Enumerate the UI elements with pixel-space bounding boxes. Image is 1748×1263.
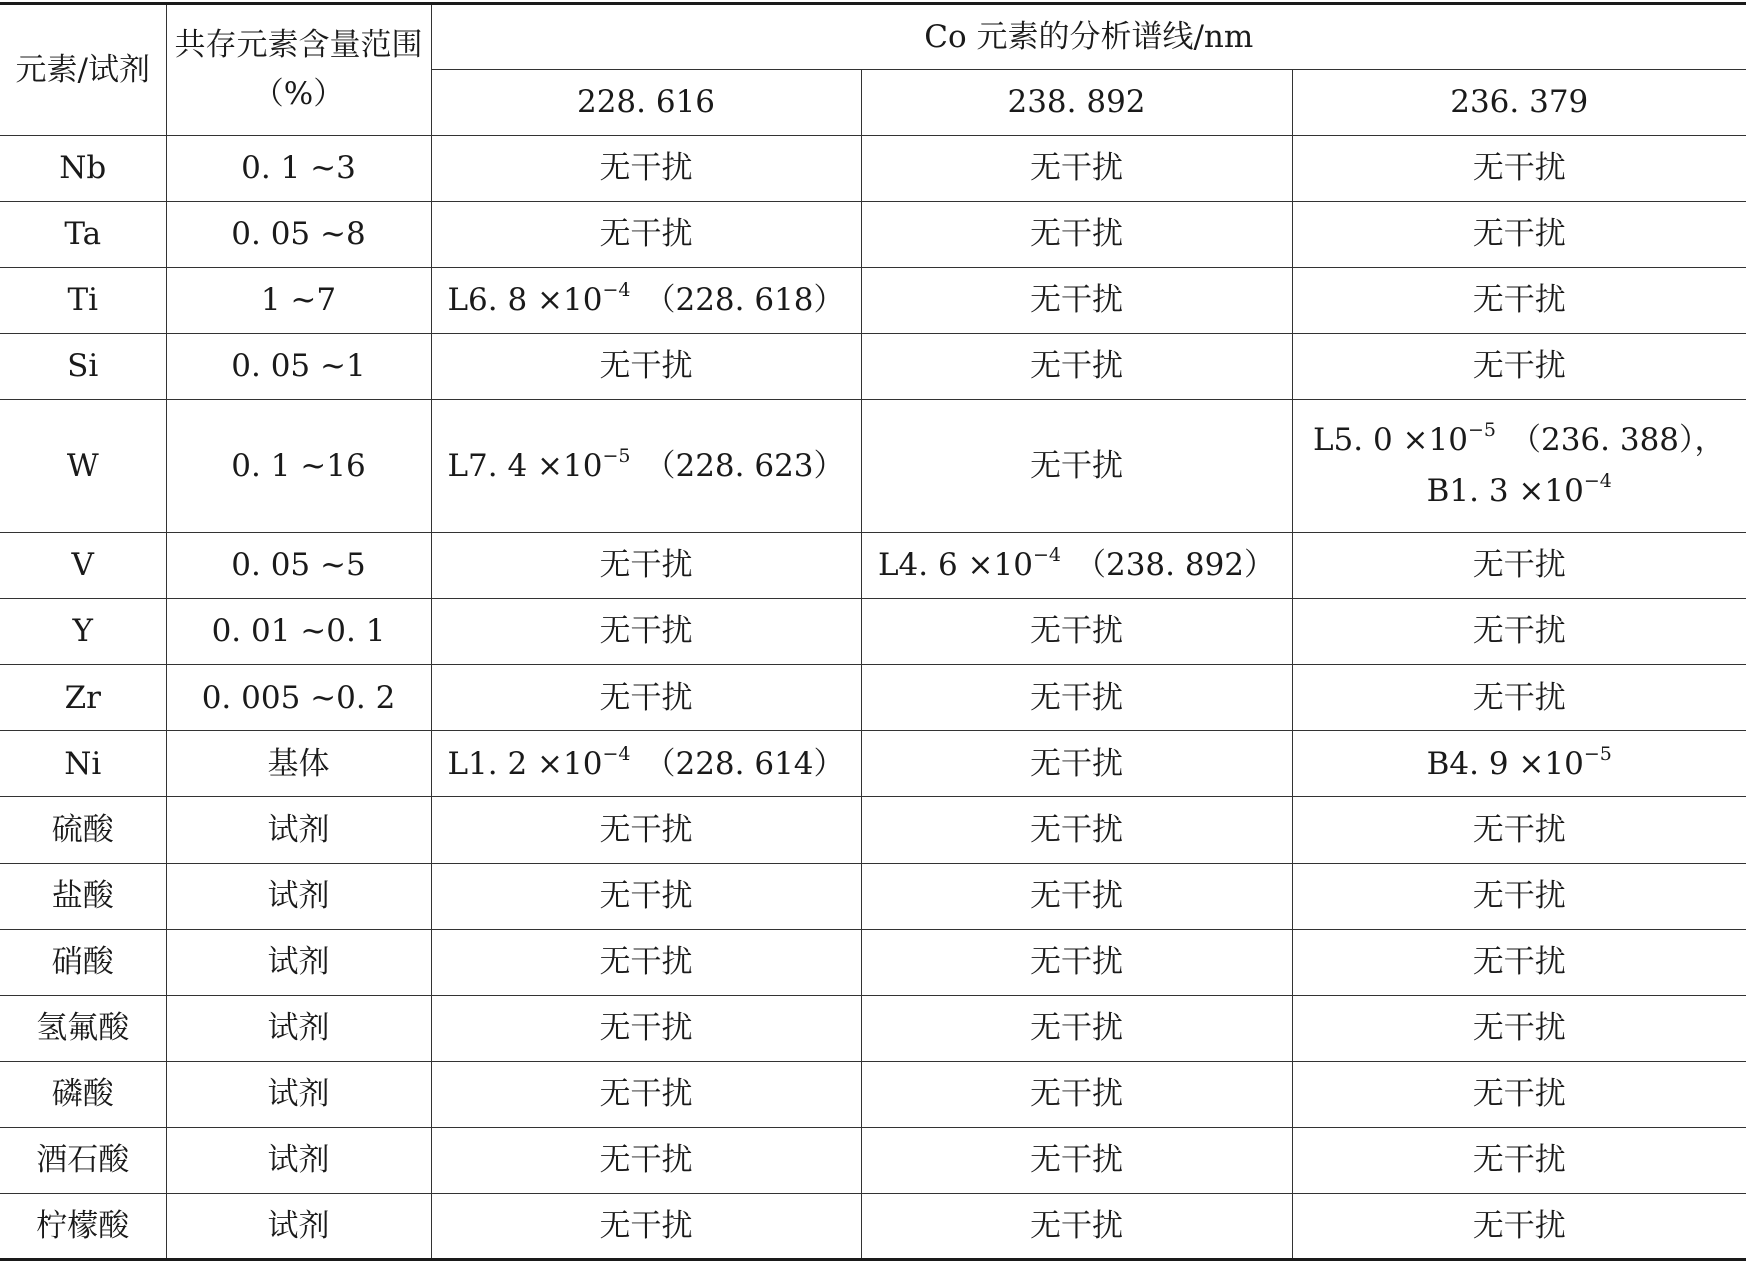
cell-element: Y: [0, 599, 166, 665]
cell-content-range: 基体: [166, 731, 431, 797]
cell-interference: [861, 797, 1292, 863]
cell-wavelength: （238. 892）: [1074, 547, 1276, 584]
table-body: [0, 136, 1746, 1260]
cell-interference-line: [436, 1009, 857, 1048]
table-row: [0, 400, 1746, 533]
cell-value: 无干扰: [1030, 447, 1123, 484]
cell-content-range: 0. 05 ~1: [166, 334, 431, 400]
cell-interference-line: [866, 679, 1288, 718]
cell-interference: [861, 599, 1292, 665]
cell-value: 无干扰: [599, 1075, 693, 1112]
cell-interference-line: [866, 215, 1288, 254]
cell-interference: [861, 533, 1292, 599]
cell-interference-line: [1297, 1141, 1743, 1180]
cell-content-range: 0. 05 ~8: [166, 202, 431, 268]
cell-value: 无干扰: [1030, 348, 1123, 385]
cell-interference: [1292, 268, 1746, 334]
cell-value: 无干扰: [1030, 216, 1123, 253]
table-row: [0, 334, 1746, 400]
table-row: [0, 1127, 1746, 1193]
cell-interference-line: [866, 1009, 1288, 1048]
cell-interference-line: [436, 742, 857, 784]
header-wavelength: 238. 892: [861, 70, 1292, 136]
cell-interference-line: [1297, 347, 1743, 386]
table-row: [0, 136, 1746, 202]
cell-interference: [1292, 202, 1746, 268]
cell-interference: [1292, 995, 1746, 1061]
cell-value: 无干扰: [1472, 216, 1566, 253]
cell-interference-line: [1297, 742, 1743, 784]
cell-content-range: 1 ~7: [166, 268, 431, 334]
cell-content-range: 试剂: [166, 1061, 431, 1127]
cell-element: 硫酸: [0, 797, 166, 863]
cell-interference-line: [866, 1141, 1288, 1180]
cell-value: 无干扰: [1472, 811, 1566, 848]
cell-interference: [1292, 400, 1746, 533]
cell-interference: [431, 1193, 861, 1259]
cell-interference-line: [866, 447, 1288, 486]
header-content-range: [166, 4, 431, 136]
cell-interference: [861, 863, 1292, 929]
cell-interference-line: [436, 149, 857, 188]
exponent: −4: [602, 279, 631, 302]
cell-interference: [1292, 533, 1746, 599]
cell-interference: [431, 599, 861, 665]
cell-element: Ti: [0, 268, 166, 334]
cell-interference: [431, 268, 861, 334]
header-content-range-line2: （%）: [252, 76, 345, 112]
table-row: [0, 1061, 1746, 1127]
exponent: −5: [1467, 419, 1496, 442]
cell-interference-line: [436, 444, 857, 486]
cell-interference-line: [1297, 149, 1743, 188]
cell-element: Ta: [0, 202, 166, 268]
cell-interference: [1292, 599, 1746, 665]
cell-interference: [861, 334, 1292, 400]
cell-value: 无干扰: [599, 547, 693, 584]
cell-value: 无干扰: [599, 613, 693, 650]
cell-wavelength: （228. 614）: [644, 745, 845, 782]
cell-interference: [861, 1061, 1292, 1127]
cell-value: 无干扰: [1030, 613, 1123, 650]
cell-interference: [431, 1061, 861, 1127]
cell-interference-line: [1297, 215, 1743, 254]
header-wavelength: 228. 616: [431, 70, 861, 136]
cell-wavelength: （228. 623）: [644, 447, 845, 484]
cell-wavelength: （236. 388），: [1509, 422, 1726, 459]
cell-interference: [431, 1127, 861, 1193]
cell-value: 无干扰: [599, 811, 693, 848]
cell-value: 无干扰: [1472, 1141, 1566, 1178]
table-row: [0, 863, 1746, 929]
cell-element: 磷酸: [0, 1061, 166, 1127]
cell-interference: [431, 334, 861, 400]
cell-value: 无干扰: [1030, 745, 1123, 782]
cell-value: 无干扰: [1030, 811, 1123, 848]
cell-content-range: 0. 1 ~16: [166, 400, 431, 533]
table-row: [0, 1193, 1746, 1259]
cell-interference-line: [866, 612, 1288, 651]
table-row: [0, 202, 1746, 268]
cell-interference-line: [436, 1207, 857, 1246]
table-row: [0, 599, 1746, 665]
cell-value: 无干扰: [1030, 1141, 1123, 1178]
cell-value: 无干扰: [1030, 1207, 1123, 1244]
cell-interference: [1292, 863, 1746, 929]
cell-interference: [431, 136, 861, 202]
cell-element: 氢氟酸: [0, 995, 166, 1061]
cell-value: 无干扰: [599, 216, 693, 253]
cell-wavelength: （228. 618）: [644, 282, 845, 319]
cell-interference: [861, 929, 1292, 995]
cell-content-range: 试剂: [166, 929, 431, 995]
cell-interference: [431, 533, 861, 599]
table-row: [0, 268, 1746, 334]
cell-value: 无干扰: [1030, 943, 1123, 980]
interference-table: [0, 2, 1746, 1261]
cell-content-range: 试剂: [166, 1127, 431, 1193]
exponent: −5: [602, 444, 631, 467]
cell-interference-line: [1297, 421, 1743, 460]
cell-interference: [1292, 797, 1746, 863]
cell-element: 酒石酸: [0, 1127, 166, 1193]
cell-interference-line: [866, 943, 1288, 982]
table-row: [0, 731, 1746, 797]
cell-interference-line: [1297, 943, 1743, 982]
cell-interference-line: [1297, 1207, 1743, 1246]
cell-value: 无干扰: [599, 877, 693, 914]
cell-interference: [431, 665, 861, 731]
cell-value: 无干扰: [1472, 150, 1566, 187]
cell-interference-line: [866, 877, 1288, 916]
cell-interference-line: [1297, 1075, 1743, 1114]
cell-interference-line: [436, 1141, 857, 1180]
cell-interference-line: [1297, 811, 1743, 850]
cell-interference: [861, 1127, 1292, 1193]
cell-value: L5. 0 ×10: [1312, 422, 1468, 459]
cell-content-range: 0. 005 ~0. 2: [166, 665, 431, 731]
cell-element: Ni: [0, 731, 166, 797]
cell-value: 无干扰: [599, 943, 693, 980]
cell-content-range: 0. 05 ~5: [166, 533, 431, 599]
cell-value: L7. 4 ×10: [447, 447, 603, 484]
cell-value: L4. 6 ×10: [877, 547, 1033, 584]
cell-interference-line: [866, 546, 1288, 585]
cell-value: 无干扰: [1472, 282, 1566, 319]
cell-interference: [431, 202, 861, 268]
cell-interference: [431, 995, 861, 1061]
exponent: −4: [1032, 544, 1061, 567]
cell-value: L1. 2 ×10: [447, 745, 603, 782]
cell-element: Zr: [0, 665, 166, 731]
cell-value: 无干扰: [1030, 150, 1123, 187]
cell-value: L6. 8 ×10: [447, 282, 603, 319]
exponent: −4: [1583, 470, 1612, 493]
cell-value: 无干扰: [1030, 1075, 1123, 1112]
cell-interference-line: [436, 612, 857, 651]
cell-content-range: 试剂: [166, 995, 431, 1061]
cell-interference-line: [1297, 546, 1743, 585]
cell-interference: [861, 731, 1292, 797]
cell-interference: [1292, 665, 1746, 731]
cell-interference-line: [1297, 877, 1743, 916]
cell-value: 无干扰: [1030, 679, 1123, 716]
cell-interference: [431, 929, 861, 995]
cell-interference-line: [436, 1075, 857, 1114]
cell-interference-line: [1297, 679, 1743, 718]
cell-interference-line: [866, 745, 1288, 784]
cell-value: B1. 3 ×10: [1426, 473, 1584, 510]
cell-value: 无干扰: [1472, 877, 1566, 914]
cell-element: V: [0, 533, 166, 599]
cell-element: 柠檬酸: [0, 1193, 166, 1259]
cell-value: 无干扰: [599, 1009, 693, 1046]
header-element-reagent: 元素/试剂: [0, 4, 166, 136]
cell-element: Si: [0, 334, 166, 400]
cell-value: 无干扰: [1472, 547, 1566, 584]
cell-interference-line: [436, 877, 857, 916]
cell-interference-line: [866, 1207, 1288, 1246]
cell-interference: [861, 665, 1292, 731]
cell-interference-line: [866, 347, 1288, 386]
cell-value: 无干扰: [599, 1141, 693, 1178]
cell-interference-line: [866, 149, 1288, 188]
cell-interference-line: [436, 811, 857, 850]
cell-interference: [1292, 1193, 1746, 1259]
cell-value: 无干扰: [1472, 943, 1566, 980]
cell-interference-line: [1297, 1009, 1743, 1048]
cell-value: 无干扰: [1472, 1075, 1566, 1112]
cell-value: 无干扰: [1030, 1009, 1123, 1046]
table-row: [0, 533, 1746, 599]
cell-interference-line: [436, 679, 857, 718]
cell-interference: [861, 1193, 1292, 1259]
cell-interference-line: [436, 546, 857, 585]
cell-interference-line: [436, 943, 857, 982]
table-row: [0, 929, 1746, 995]
cell-interference: [861, 202, 1292, 268]
cell-value: 无干扰: [1472, 679, 1566, 716]
cell-interference: [1292, 1127, 1746, 1193]
cell-value: 无干扰: [1472, 1009, 1566, 1046]
cell-interference: [1292, 334, 1746, 400]
cell-interference: [861, 995, 1292, 1061]
header-analytical-lines: Co 元素的分析谱线/nm: [431, 4, 1746, 70]
cell-interference: [431, 731, 861, 797]
cell-interference-line: [436, 347, 857, 386]
cell-interference: [861, 136, 1292, 202]
cell-value: 无干扰: [599, 679, 693, 716]
cell-interference: [1292, 1061, 1746, 1127]
header-content-range-line1: 共存元素含量范围: [174, 27, 423, 64]
cell-interference-line: [866, 281, 1288, 320]
cell-element: Nb: [0, 136, 166, 202]
cell-content-range: 0. 1 ~3: [166, 136, 431, 202]
cell-value: 无干扰: [1472, 348, 1566, 385]
table-row: [0, 665, 1746, 731]
cell-content-range: 0. 01 ~0. 1: [166, 599, 431, 665]
cell-value: 无干扰: [599, 150, 693, 187]
cell-value: B4. 9 ×10: [1426, 745, 1584, 782]
table-row: [0, 995, 1746, 1061]
cell-content-range: 试剂: [166, 863, 431, 929]
cell-element: 盐酸: [0, 863, 166, 929]
cell-value: 无干扰: [599, 348, 693, 385]
cell-interference-line: [436, 215, 857, 254]
cell-content-range: 试剂: [166, 797, 431, 863]
table-header: [0, 4, 1746, 136]
exponent: −4: [602, 742, 631, 765]
cell-element: W: [0, 400, 166, 533]
cell-interference: [431, 863, 861, 929]
cell-interference-line: [436, 281, 857, 320]
cell-value: 无干扰: [1472, 1207, 1566, 1244]
cell-interference: [861, 400, 1292, 533]
cell-value: 无干扰: [599, 1207, 693, 1244]
cell-interference-line: [1297, 472, 1743, 511]
table-row: [0, 797, 1746, 863]
cell-interference-line: [866, 1075, 1288, 1114]
cell-value: 无干扰: [1030, 282, 1123, 319]
cell-element: 硝酸: [0, 929, 166, 995]
cell-interference: [1292, 731, 1746, 797]
exponent: −5: [1583, 742, 1612, 765]
header-wavelength: 236. 379: [1292, 70, 1746, 136]
cell-interference: [431, 797, 861, 863]
cell-value: 无干扰: [1472, 613, 1566, 650]
cell-value: 无干扰: [1030, 877, 1123, 914]
cell-content-range: 试剂: [166, 1193, 431, 1259]
cell-interference: [1292, 929, 1746, 995]
header-row: [0, 4, 1746, 70]
cell-interference: [431, 400, 861, 533]
cell-interference-line: [1297, 612, 1743, 651]
cell-interference: [1292, 136, 1746, 202]
cell-interference-line: [1297, 281, 1743, 320]
cell-interference-line: [866, 811, 1288, 850]
cell-interference: [861, 268, 1292, 334]
